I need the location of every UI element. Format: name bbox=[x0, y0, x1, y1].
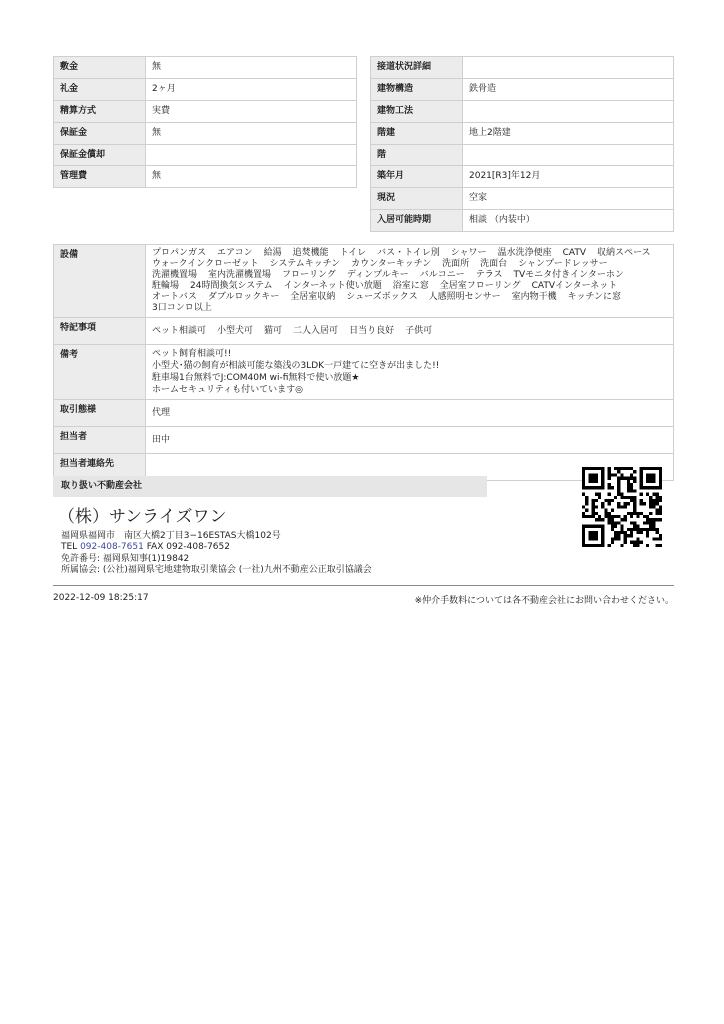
facilities-row bbox=[54, 245, 674, 318]
remarks-row bbox=[54, 345, 674, 400]
remarks-line: 小型犬･猫の飼育が相談可能な築浅の3LDK一戸建てに空きが出ました!! bbox=[152, 361, 440, 371]
facilities-label: 設備 bbox=[54, 245, 146, 318]
staff-label: 担当者 bbox=[54, 427, 146, 454]
remarks-line: ペット飼育相談可!! bbox=[152, 349, 232, 359]
building-row bbox=[371, 122, 674, 144]
remarks-line: 駐車場1台無料でJ:COM40M wi-fi無料で使い放題★ bbox=[152, 373, 360, 383]
building-label: 接道状況詳細 bbox=[371, 57, 463, 79]
remarks-text bbox=[146, 345, 674, 400]
company-address: 福岡県福岡市 南区大橋2丁目3−16ESTAS大橋102号 bbox=[61, 531, 281, 541]
special-list bbox=[146, 318, 674, 345]
terms-value: 無 bbox=[146, 122, 357, 144]
building-label: 入居可能時期 bbox=[371, 210, 463, 232]
terms-row bbox=[54, 144, 357, 166]
building-row bbox=[371, 100, 674, 122]
terms-row bbox=[54, 122, 357, 144]
tel-link[interactable]: 092-408-7651 bbox=[80, 542, 144, 552]
building-label: 階 bbox=[371, 144, 463, 166]
special-item: 猫可 bbox=[264, 325, 283, 336]
print-timestamp: 2022-12-09 18:25:17 bbox=[53, 593, 149, 603]
building-value: 地上2階建 bbox=[463, 122, 674, 144]
terms-label: 保証金償却 bbox=[54, 144, 146, 166]
facilities-list bbox=[146, 245, 674, 318]
transaction-value: 代理 bbox=[146, 400, 674, 427]
divider bbox=[53, 585, 674, 586]
terms-value: 実費 bbox=[146, 100, 357, 122]
facility-item: テラス bbox=[475, 270, 503, 280]
fee-note: ※仲介手数料については各不動産会社にお問い合わせください。 bbox=[414, 596, 674, 606]
company-phone bbox=[61, 542, 230, 553]
facility-item: 全居室フローリング bbox=[439, 281, 521, 291]
company-name: （株）サンライズワン bbox=[58, 507, 227, 527]
facility-item: 洗面所 bbox=[442, 259, 470, 269]
facility-item: システムキッチン bbox=[269, 259, 341, 269]
facility-item: ウォークインクローゼット bbox=[152, 259, 259, 269]
facility-item: ディンプルキー bbox=[346, 270, 409, 280]
qr-code bbox=[582, 467, 662, 547]
facility-item: フローリング bbox=[282, 270, 336, 280]
staff-contact-label: 担当者連絡先 bbox=[54, 454, 146, 481]
building-value bbox=[463, 100, 674, 122]
facility-item: 洗面台 bbox=[480, 259, 508, 269]
company-license: 免許番号: 福岡県知事(1)19842 bbox=[61, 554, 190, 564]
company-section-heading: 取り扱い不動産会社 bbox=[53, 476, 487, 497]
transaction-label: 取引態様 bbox=[54, 400, 146, 427]
facility-item: ダブルロックキー bbox=[207, 292, 280, 302]
terms-value: 2ヶ月 bbox=[146, 78, 357, 100]
terms-label: 敷金 bbox=[54, 57, 146, 79]
terms-label: 管理費 bbox=[54, 166, 146, 188]
staff-row bbox=[54, 427, 674, 454]
facility-item: 全居室収納 bbox=[290, 292, 336, 302]
special-item: 小型犬可 bbox=[217, 325, 254, 336]
facility-item: シャワー bbox=[450, 248, 487, 258]
special-row bbox=[54, 318, 674, 345]
staff-value: 田中 bbox=[146, 427, 674, 454]
building-label: 築年月 bbox=[371, 166, 463, 188]
facility-item: 洗濯機置場 bbox=[152, 270, 198, 280]
facility-item: CATV bbox=[562, 248, 586, 258]
remarks-label: 備考 bbox=[54, 345, 146, 400]
special-item: 二人入居可 bbox=[293, 325, 339, 336]
building-value: 鉄骨造 bbox=[463, 78, 674, 100]
facility-item: 室内洗濯機置場 bbox=[208, 270, 272, 280]
facility-item: キッチンに窓 bbox=[567, 292, 621, 302]
facility-item: オートバス bbox=[152, 292, 197, 302]
terms-value: 無 bbox=[146, 166, 357, 188]
facility-item: シャンプードレッサー bbox=[518, 259, 608, 269]
building-value: 空家 bbox=[463, 188, 674, 210]
facility-item: プロパンガス bbox=[152, 248, 207, 258]
facility-item: 室内物干機 bbox=[511, 292, 557, 302]
building-row bbox=[371, 144, 674, 166]
building-value: 2021[R3]年12月 bbox=[463, 166, 674, 188]
building-row bbox=[371, 188, 674, 210]
facility-item: 3口コンロ以上 bbox=[152, 303, 212, 313]
terms-label: 礼金 bbox=[54, 78, 146, 100]
facility-item: バス・トイレ別 bbox=[377, 248, 440, 258]
company-association: 所属協会: (公社)福岡県宅地建物取引業協会 (一社)九州不動産公正取引協議会 bbox=[61, 565, 372, 575]
building-label: 現況 bbox=[371, 188, 463, 210]
remarks-line: ホームセキュリティも付いています◎ bbox=[152, 385, 303, 395]
tel-label: TEL bbox=[61, 542, 81, 552]
terms-label: 保証金 bbox=[54, 122, 146, 144]
facility-item: トイレ bbox=[339, 248, 367, 258]
building-value bbox=[463, 57, 674, 79]
building-row bbox=[371, 78, 674, 100]
facility-item: カウンターキッチン bbox=[351, 259, 432, 269]
terms-value bbox=[146, 144, 357, 166]
facility-item: CATVインターネット bbox=[531, 281, 618, 291]
building-label: 建物構造 bbox=[371, 78, 463, 100]
building-value: 相談 （内装中） bbox=[463, 210, 674, 232]
facility-item: 追焚機能 bbox=[292, 248, 329, 258]
special-item: 子供可 bbox=[405, 325, 433, 336]
facility-item: 人感照明センサー bbox=[428, 292, 501, 302]
terms-row bbox=[54, 78, 357, 100]
facility-item: 浴室に窓 bbox=[392, 281, 429, 291]
transaction-row bbox=[54, 400, 674, 427]
building-row bbox=[371, 57, 674, 79]
facility-item: エアコン bbox=[217, 248, 253, 258]
special-label: 特記事項 bbox=[54, 318, 146, 345]
terms-table bbox=[53, 56, 357, 188]
facility-item: インターネット使い放題 bbox=[283, 281, 382, 291]
terms-label: 精算方式 bbox=[54, 100, 146, 122]
details-table bbox=[53, 244, 674, 481]
facility-item: バルコニー bbox=[419, 270, 465, 280]
terms-value: 無 bbox=[146, 57, 357, 79]
terms-row bbox=[54, 57, 357, 79]
building-row bbox=[371, 210, 674, 232]
building-row bbox=[371, 166, 674, 188]
special-item: ペット相談可 bbox=[152, 325, 207, 336]
building-label: 階建 bbox=[371, 122, 463, 144]
facility-item: 温水洗浄便座 bbox=[497, 248, 552, 258]
facility-item: 駐輪場 bbox=[152, 281, 180, 291]
facility-item: TVモニタ付きインターホン bbox=[513, 270, 624, 280]
terms-row bbox=[54, 100, 357, 122]
building-label: 建物工法 bbox=[371, 100, 463, 122]
special-item: 日当り良好 bbox=[349, 325, 395, 336]
building-table bbox=[370, 56, 674, 232]
building-value bbox=[463, 144, 674, 166]
facility-item: 24時間換気システム bbox=[190, 281, 273, 291]
fax-text: FAX 092-408-7652 bbox=[143, 542, 230, 552]
terms-row bbox=[54, 166, 357, 188]
facility-item: シューズボックス bbox=[346, 292, 418, 302]
facility-item: 給湯 bbox=[263, 248, 282, 258]
facility-item: 収納スペース bbox=[596, 248, 651, 258]
